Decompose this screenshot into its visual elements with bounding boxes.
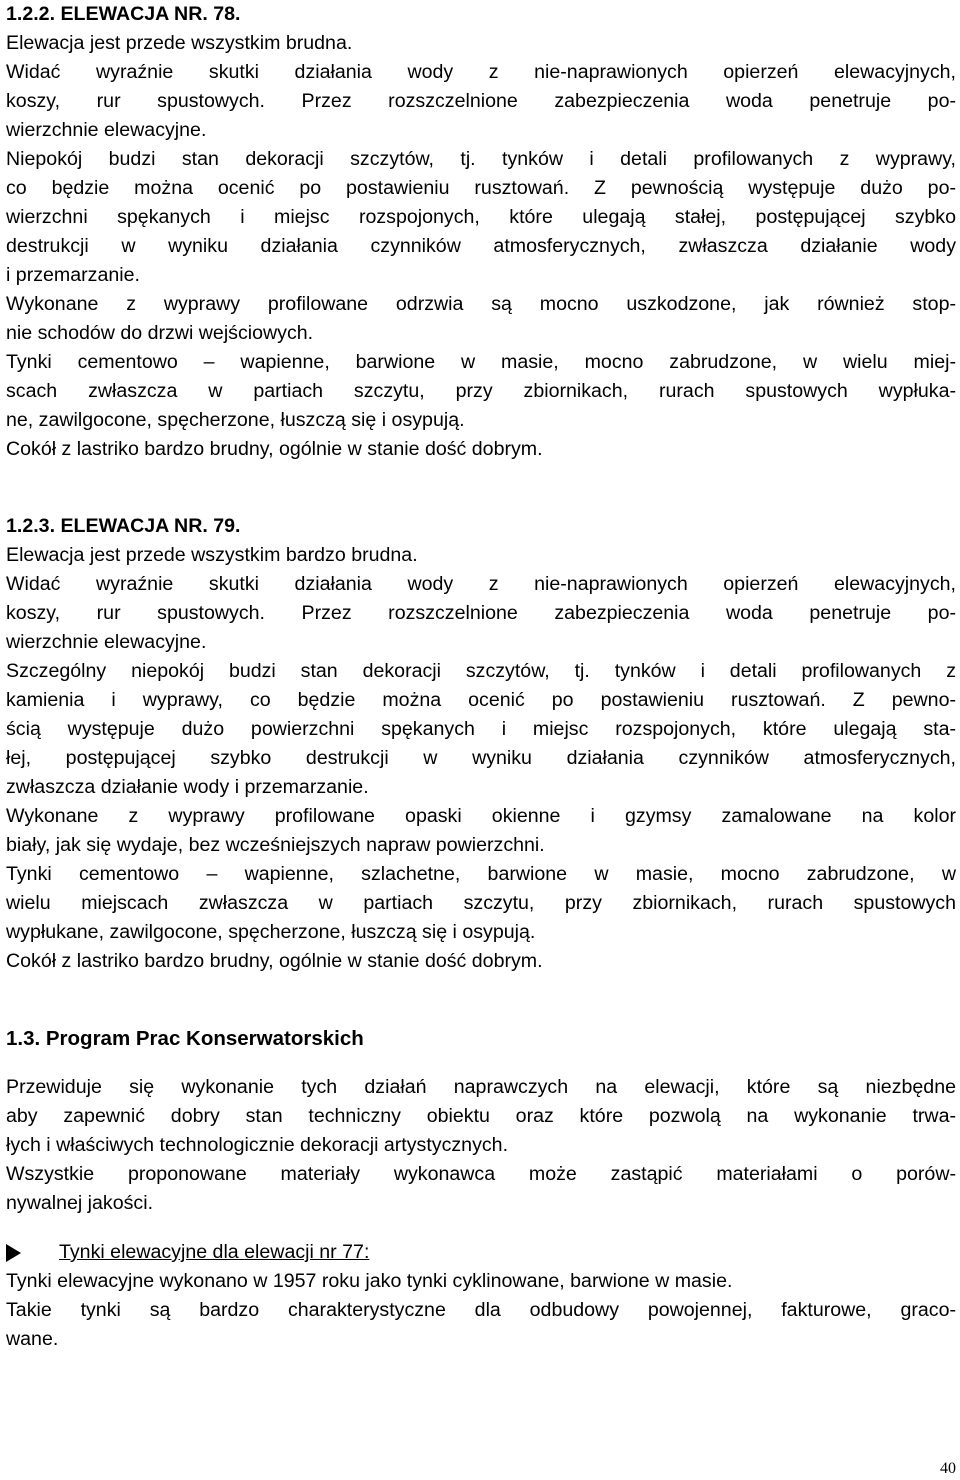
paragraph-line: Niepokój budzi stan dekoracji szczytów, tj. tynków i detali profilowanych z wyprawy, [6, 148, 956, 170]
section-heading: 1.2.3. ELEWACJA NR. 79. [6, 515, 241, 537]
paragraph-line: wane. [6, 1328, 59, 1350]
section-spacer [6, 976, 956, 1024]
paragraph-line: ne, zawilgocone, spęcherzone, łuszczą się i osypują. [6, 409, 465, 431]
bullet-heading: Tynki elewacyjne dla elewacji nr 77: [59, 1241, 370, 1263]
heading-spacer [6, 1053, 956, 1073]
paragraph-line: koszy, rur spustowych. Przez rozszczelnione zabezpieczenia woda penetruje po- [6, 90, 956, 112]
section-heading: 1.2.2. ELEWACJA NR. 78. [6, 3, 241, 25]
paragraph-line: i przemarzanie. [6, 264, 140, 286]
paragraph-line: koszy, rur spustowych. Przez rozszczelnione zabezpieczenia woda penetruje po- [6, 602, 956, 624]
section-spacer [6, 464, 956, 512]
paragraph-line: Tynki cementowo – wapienne, szlachetne, barwione w masie, mocno zabrudzone, w [6, 863, 956, 885]
paragraph-line: zwłaszcza działanie wody i przemarzanie. [6, 776, 369, 798]
paragraph-line: wypłukane, zawilgocone, spęcherzone, łuszczą się i osypują. [6, 921, 536, 943]
paragraph-line: destrukcji w wyniku działania czynników atmosferycznych, zwłaszcza działanie wody [6, 235, 956, 257]
arrow-bullet-icon [6, 1244, 21, 1262]
paragraph-line: wielu miejscach zwłaszcza w partiach szczytu, przy zbiornikach, rurach spustowych [6, 892, 956, 914]
paragraph-line: co będzie można ocenić po postawieniu rusztowań. Z pewnością występuje dużo po- [6, 177, 956, 199]
paragraph-line: nywalnej jakości. [6, 1192, 154, 1214]
paragraph-line: Cokół z lastriko bardzo brudny, ogólnie w stanie dość dobrym. [6, 950, 543, 972]
page-number: 40 [940, 1460, 956, 1477]
paragraph-line: Szczególny niepokój budzi stan dekoracji szczytów, tj. tynków i detali profilowanych z [6, 660, 956, 682]
paragraph-line: Przewiduje się wykonanie tych działań naprawczych na elewacji, które są niezbędne [6, 1076, 956, 1098]
paragraph-line: nie schodów do drzwi wejściowych. [6, 322, 314, 344]
section-heading: 1.3. Program Prac Konserwatorskich [6, 1027, 364, 1050]
paragraph-line: wierzchnie elewacyjne. [6, 119, 207, 141]
paragraph-line: Wykonane z wyprawy profilowane opaski okienne i gzymsy zamalowane na kolor [6, 805, 956, 827]
paragraph-line: Takie tynki są bardzo charakterystyczne dla odbudowy powojennej, fakturowe, graco- [6, 1299, 956, 1321]
paragraph-line: Cokół z lastriko bardzo brudny, ogólnie w stanie dość dobrym. [6, 438, 543, 460]
paragraph-line: łych i właściwych technologicznie dekoracji artystycznych. [6, 1134, 509, 1156]
paragraph-line: Widać wyraźnie skutki działania wody z nie-naprawionych opierzeń elewacyjnych, [6, 573, 956, 595]
section-program-prac [6, 1024, 956, 1218]
paragraph-line: aby zapewnić dobry stan techniczny obiektu oraz które pozwolą na wykonanie trwa- [6, 1105, 956, 1127]
paragraph-line: Widać wyraźnie skutki działania wody z nie-naprawionych opierzeń elewacyjnych, [6, 61, 956, 83]
paragraph-line: łej, postępującej szybko destrukcji w wyniku działania czynników atmosferycznych, [6, 747, 956, 769]
section-elewacja-79 [6, 512, 956, 976]
document-page [6, 0, 956, 1354]
paragraph-line: biały, jak się wydaje, bez wcześniejszych napraw powierzchni. [6, 834, 545, 856]
paragraph-line: wierzchni spękanych i miejsc rozspojonych, które ulegają stałej, postępującej szybko [6, 206, 956, 228]
section-spacer [6, 1218, 956, 1238]
paragraph-line: Wszystkie proponowane materiały wykonawca może zastąpić materiałami o porów- [6, 1163, 956, 1185]
bullet-tynki-elewacyjne [6, 1238, 956, 1354]
paragraph-line: Tynki elewacyjne wykonano w 1957 roku jako tynki cyklinowane, barwione w masie. [6, 1270, 733, 1292]
section-elewacja-78 [6, 0, 956, 464]
paragraph-line: Elewacja jest przede wszystkim bardzo brudna. [6, 544, 418, 566]
bullet-heading-row [6, 1238, 956, 1267]
paragraph-line: wierzchnie elewacyjne. [6, 631, 207, 653]
paragraph-line: Tynki cementowo – wapienne, barwione w masie, mocno zabrudzone, w wielu miej- [6, 351, 956, 373]
paragraph-line: kamienia i wyprawy, co będzie można ocenić po postawieniu rusztowań. Z pewno- [6, 689, 956, 711]
paragraph-line: Wykonane z wyprawy profilowane odrzwia są mocno uszkodzone, jak również stop- [6, 293, 956, 315]
paragraph-line: Elewacja jest przede wszystkim brudna. [6, 32, 353, 54]
paragraph-line: ścią występuje dużo powierzchni spękanych i miejsc rozspojonych, które ulegają sta- [6, 718, 956, 740]
paragraph-line: scach zwłaszcza w partiach szczytu, przy zbiornikach, rurach spustowych wypłuka- [6, 380, 956, 402]
